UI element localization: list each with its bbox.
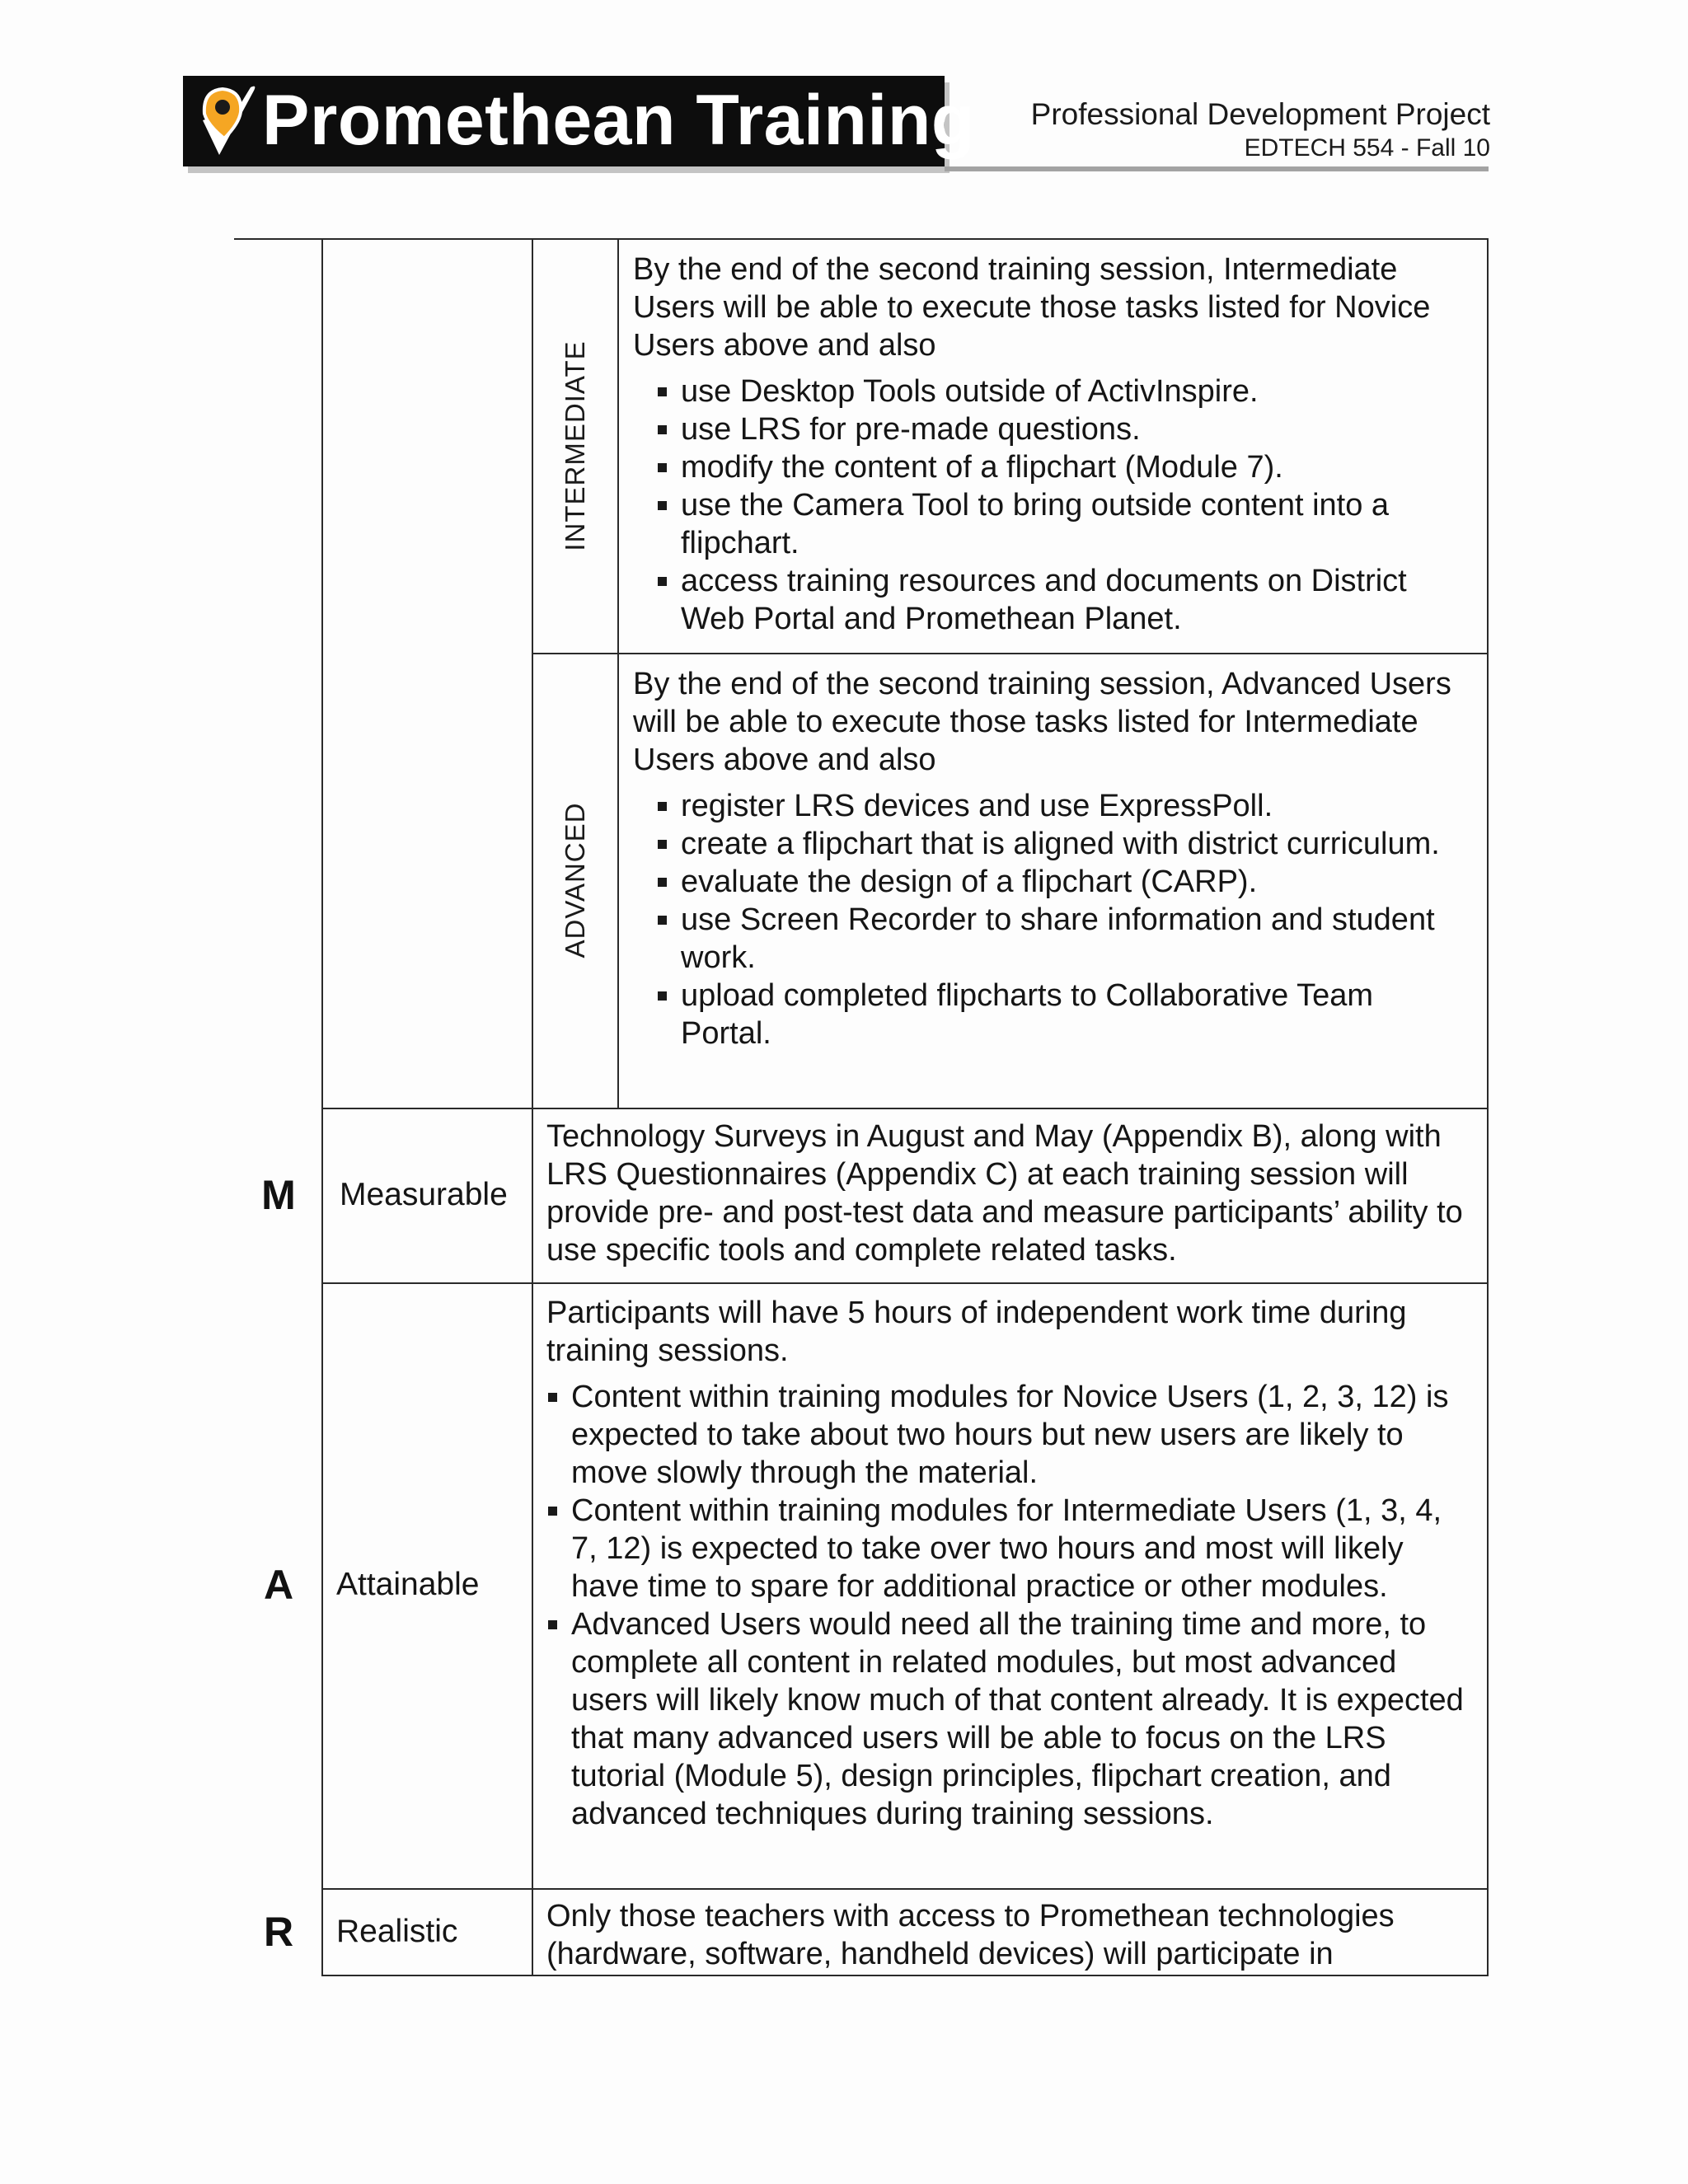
project-title: Professional Development Project xyxy=(1030,97,1490,131)
list-item: upload completed flipcharts to Collaborative Team Portal. xyxy=(656,977,1465,1052)
table-rule xyxy=(321,1975,1489,1976)
measurable-text: Technology Surveys in August and May (Appendix B), along with LRS Questionnaires (Appendix C) at each training session will provide pre- and post-test data and measure participants’ ability to use specific tools and complete related tasks. xyxy=(546,1119,1463,1268)
list-item: use LRS for pre-made questions. xyxy=(656,410,1465,448)
advanced-intro: By the end of the second training session, Advanced Users will be able to execute those tasks listed for Intermediate Users above and also xyxy=(633,667,1451,777)
list-item: register LRS devices and use ExpressPoll. xyxy=(656,787,1465,825)
logo-banner xyxy=(183,76,975,166)
table-rule xyxy=(321,238,323,1976)
table-rule xyxy=(532,653,1489,654)
table-rule xyxy=(234,238,321,240)
table-rule xyxy=(1487,238,1489,1976)
promethean-logo-icon xyxy=(195,84,259,160)
row-letter-r: R xyxy=(263,1909,294,1955)
row-name-attainable: Attainable xyxy=(336,1567,480,1602)
intermediate-cell xyxy=(633,251,1465,638)
list-item: access training resources and documents on District Web Portal and Promethean Planet. xyxy=(656,562,1465,638)
realistic-cell xyxy=(546,1897,1475,1973)
table-rule xyxy=(321,238,1489,240)
list-item: Content within training modules for Novice Users (1, 2, 3, 12) is expected to take about two hours but new users are likely to move slowly through the material. xyxy=(546,1378,1475,1492)
intermediate-bullets xyxy=(656,373,1465,638)
list-item: modify the content of a flipchart (Module 7). xyxy=(656,448,1465,486)
course-label: EDTECH 554 - Fall 10 xyxy=(1244,134,1490,162)
row-letter-m: M xyxy=(261,1172,296,1218)
list-item: Advanced Users would need all the training time and more, to complete all content in related modules, but most advanced users will likely know much of that content already. It is expected that many advanced users will be able to focus on the LRS tutorial (Module 5), design principles, flipchart creation, and advanced techniques during training sessions. xyxy=(546,1605,1475,1833)
row-letter-a: A xyxy=(263,1562,294,1608)
advanced-label: ADVANCED xyxy=(560,802,590,958)
list-item: create a flipchart that is aligned with district curriculum. xyxy=(656,825,1465,863)
header-rule xyxy=(945,166,1489,171)
table-rule xyxy=(321,1888,1489,1890)
list-item: Content within training modules for Intermediate Users (1, 3, 4, 7, 12) is expected to take over two hours and most will likely have time to spare for additional practice or other modules. xyxy=(546,1492,1475,1605)
advanced-bullets xyxy=(656,787,1465,1052)
list-item: evaluate the design of a flipchart (CARP). xyxy=(656,863,1465,901)
table-rule xyxy=(321,1282,1489,1284)
table-rule xyxy=(617,238,619,1109)
row-name-realistic: Realistic xyxy=(336,1914,458,1949)
attainable-intro: Participants will have 5 hours of independent work time during training sessions. xyxy=(546,1296,1407,1368)
advanced-cell xyxy=(633,665,1465,1052)
intermediate-intro: By the end of the second training session, Intermediate Users will be able to execute those tasks listed for Novice Users above and also xyxy=(633,252,1431,363)
table-rule xyxy=(321,1108,1489,1109)
row-name-measurable: Measurable xyxy=(340,1177,508,1212)
measurable-cell xyxy=(546,1118,1475,1269)
logo-text: Promethean Training xyxy=(262,81,975,160)
intermediate-label: INTERMEDIATE xyxy=(560,340,590,551)
table-rule xyxy=(532,238,533,1976)
list-item: use Screen Recorder to share information and student work. xyxy=(656,901,1465,977)
realistic-text: Only those teachers with access to Promethean technologies (hardware, software, handheld devices) will participate in xyxy=(546,1899,1395,1971)
attainable-cell xyxy=(546,1294,1475,1833)
attainable-bullets xyxy=(546,1378,1475,1833)
list-item: use the Camera Tool to bring outside content into a flipchart. xyxy=(656,486,1465,562)
list-item: use Desktop Tools outside of ActivInspire. xyxy=(656,373,1465,410)
